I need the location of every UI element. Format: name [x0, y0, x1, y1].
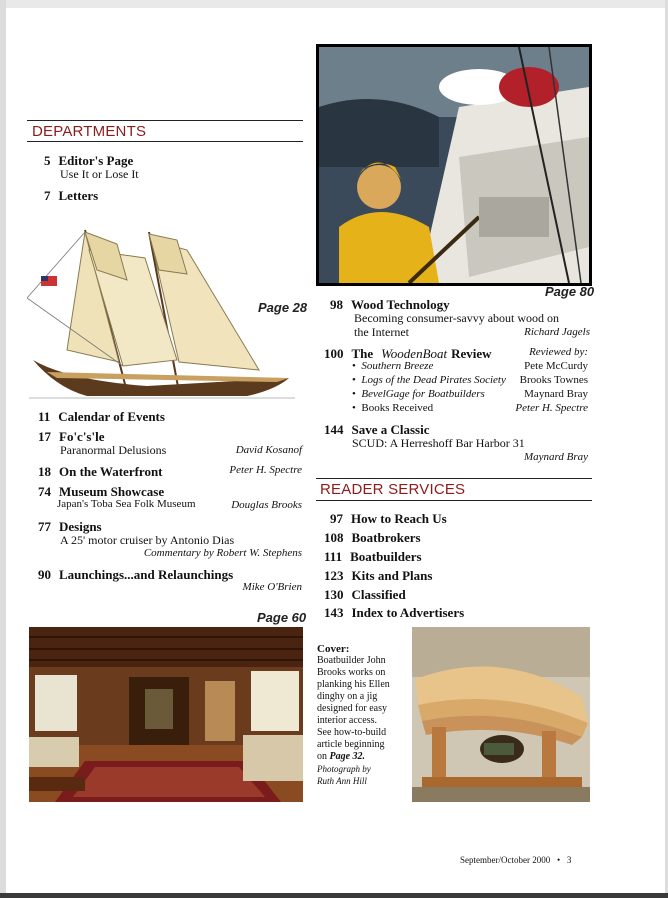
toc-save-classic-sub: SCUD: A Herreshoff Bar Harbor 31 — [352, 436, 525, 450]
toc-wood-technology[interactable]: 98 Wood Technology — [330, 297, 450, 312]
toc-focsle-author: David Kosanof — [235, 444, 302, 456]
toc-woodenboat-review[interactable]: 100 The WoodenBoat Review — [324, 346, 492, 361]
viewer-top-border — [0, 0, 668, 8]
review-item: • Southern Breeze — [352, 360, 434, 372]
sailing-photo-frame — [316, 44, 592, 286]
toc-review-reviewed-by: Reviewed by: — [529, 346, 588, 358]
boat-interior-photo — [29, 627, 303, 802]
toc-wood-technology-author: Richard Jagels — [524, 326, 590, 338]
footer-issue: September/October 2000 — [460, 855, 551, 865]
reader-services-top-rule — [316, 478, 592, 479]
toc-launchings-author: Mike O'Brien — [242, 581, 302, 593]
review-item: • BevelGage for Boatbuilders — [352, 388, 485, 400]
review-item-author: Pete McCurdy — [524, 360, 588, 372]
reader-service-item[interactable]: 108 Boatbrokers — [324, 530, 421, 545]
toc-museum-author: Douglas Brooks — [231, 499, 302, 511]
review-item: • Books Received — [352, 402, 434, 414]
viewer-bottom-bar — [0, 893, 668, 898]
toc-wood-technology-sub2: the Internet — [354, 325, 409, 339]
review-item-author: Peter H. Spectre — [515, 402, 588, 414]
toc-designs-sub: A 25' motor cruiser by Antonio Dias — [60, 533, 235, 547]
toc-editors-page[interactable]: 5 Editor's Page — [44, 153, 134, 168]
toc-launchings[interactable]: 90 Launchings...and Relaunchings — [38, 567, 234, 582]
toc-focsle-sub: Paranormal Delusions — [60, 443, 167, 457]
reader-service-item[interactable]: 143 Index to Advertisers — [324, 605, 465, 620]
reader-service-item[interactable]: 111 Boatbuilders — [324, 549, 422, 564]
toc-letters[interactable]: 7 Letters — [44, 188, 99, 203]
reader-service-item[interactable]: 130 Classified — [324, 587, 406, 602]
reader-services-bottom-rule — [316, 500, 592, 501]
toc-designs-author: Commentary by Robert W. Stephens — [143, 547, 302, 559]
toc-waterfront[interactable]: 18 On the Waterfront — [38, 464, 163, 479]
footer-page-number: 3 — [566, 855, 572, 865]
review-item-author: Brooks Townes — [519, 374, 588, 386]
toc-focsle[interactable]: 17 Fo'c's'le — [38, 429, 105, 444]
reader-services-heading: READER SERVICES — [320, 481, 466, 498]
page-28-label: Page 28 — [258, 300, 308, 315]
toc-save-classic[interactable]: 144 Save a Classic — [324, 422, 430, 437]
toc-waterfront-author: Peter H. Spectre — [229, 464, 302, 476]
toc-designs[interactable]: 77 Designs — [38, 519, 102, 534]
reader-service-item[interactable]: 123 Kits and Plans — [324, 568, 433, 583]
reader-service-item[interactable]: 97 How to Reach Us — [330, 511, 447, 526]
cover-caption-heading: Cover: — [317, 643, 350, 655]
toc-calendar[interactable]: 11 Calendar of Events — [38, 409, 165, 424]
page-footer: September/October 2000 • 3 — [460, 855, 572, 865]
page-80-label: Page 80 — [545, 284, 595, 299]
departments-top-rule — [27, 120, 303, 121]
schooner-illustration — [27, 210, 297, 405]
departments-bottom-rule — [27, 141, 303, 142]
cover-dinghy-photo — [412, 627, 590, 802]
page-60-label: Page 60 — [257, 610, 307, 625]
review-item-author: Maynard Bray — [524, 388, 588, 400]
review-item: • Logs of the Dead Pirates Society — [352, 374, 506, 386]
departments-heading: DEPARTMENTS — [32, 123, 147, 140]
sailing-helm-photo — [319, 47, 589, 283]
toc-museum-sub: Japan's Toba Sea Folk Museum — [57, 498, 196, 510]
cover-caption: Cover: Boatbuilder John Brooks works on planking his Ellen dinghy on a jig designed for easy interior access. See how-to-build article beginning on Page 32. Photograph by Ruth Ann Hill — [317, 643, 407, 787]
toc-museum[interactable]: 74 Museum Showcase — [38, 484, 165, 499]
toc-wood-technology-sub1: Becoming consumer-savvy about wood on — [354, 311, 560, 325]
toc-editors-page-sub: Use It or Lose It — [60, 167, 139, 181]
viewer-left-border — [0, 0, 6, 898]
toc-save-classic-author: Maynard Bray — [523, 451, 588, 463]
